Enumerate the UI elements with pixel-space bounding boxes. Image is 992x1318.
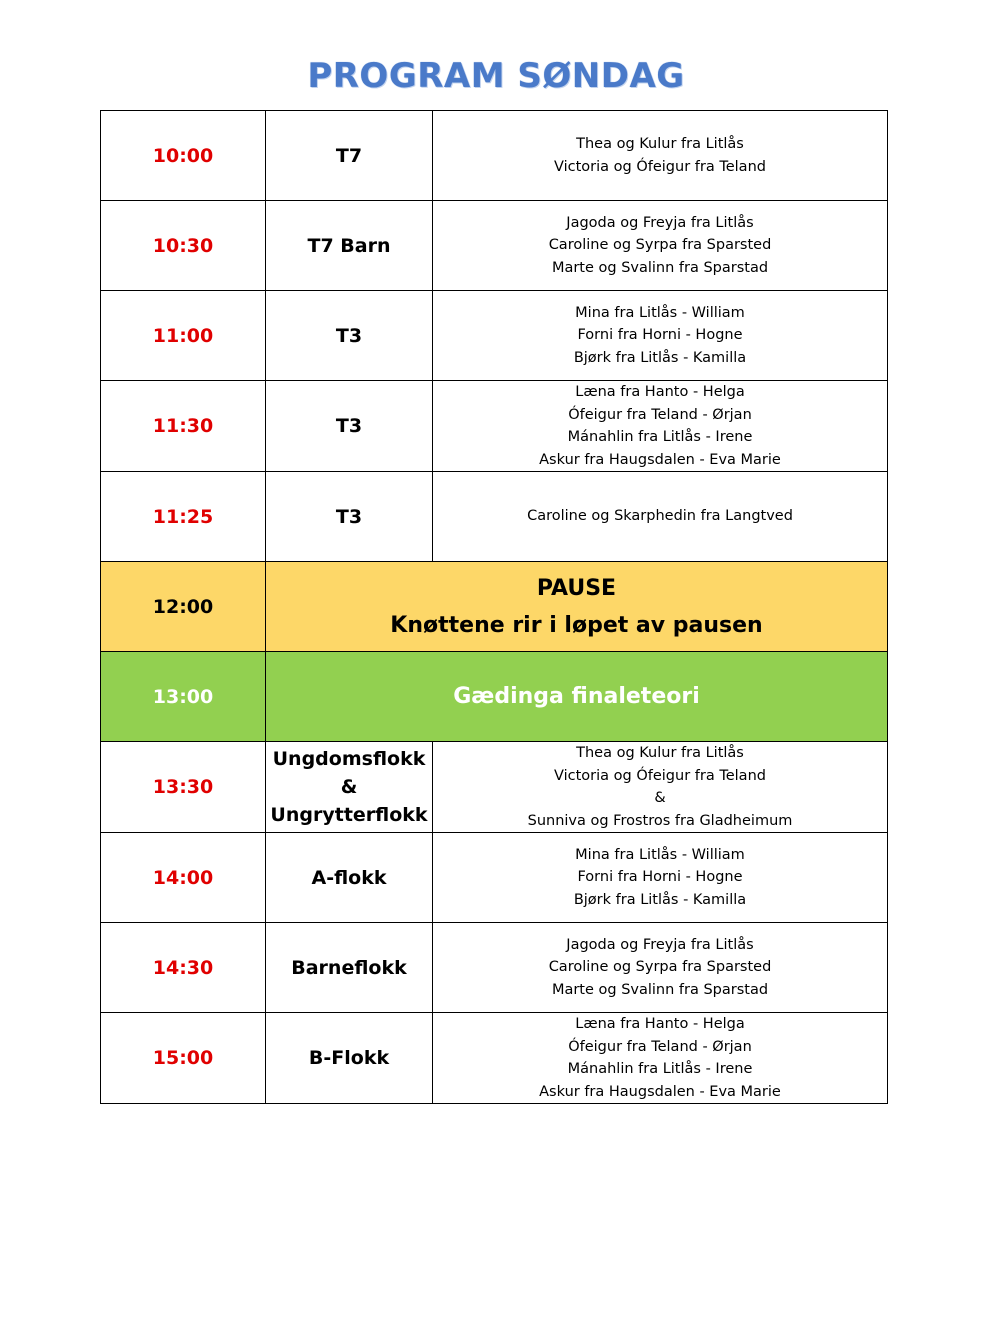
class-cell — [266, 472, 433, 562]
time: 15:00 — [152, 1047, 214, 1069]
time: 12:00 — [152, 595, 214, 618]
riders-cell — [433, 381, 888, 472]
class-name: Ungdomsflokk — [272, 748, 426, 770]
riders-cell — [433, 833, 888, 923]
riders-cell — [433, 742, 888, 833]
rider-line: Mánahlin fra Litlås - Irene — [567, 429, 753, 445]
time-cell — [101, 562, 266, 652]
rider-line: & — [654, 790, 666, 806]
class-cell — [266, 291, 433, 381]
class-cell — [266, 381, 433, 472]
class-cell — [266, 742, 433, 833]
rider-line: Caroline og Skarphedin fra Langtved — [527, 508, 793, 525]
pause-note: Knøttene rir i løpet av pausen — [390, 612, 763, 638]
riders-cell — [433, 1013, 888, 1104]
rider-line: Ófeigur fra Teland - Ørjan — [568, 1038, 752, 1055]
page-title: PROGRAM SØNDAG — [307, 56, 685, 96]
class-name: A-flokk — [311, 866, 387, 889]
time-cell — [101, 111, 266, 201]
time: 13:30 — [152, 776, 214, 798]
rider-line: Askur fra Haugsdalen - Eva Marie — [539, 1083, 781, 1100]
class-joiner: & — [340, 776, 358, 798]
rider-line: Bjørk fra Litlås - Kamilla — [573, 891, 747, 908]
schedule-row — [101, 1013, 888, 1104]
rider-line: Marte og Svalinn fra Sparstad — [551, 259, 769, 276]
rider-line: Thea og Kulur fra Litlås — [576, 136, 744, 152]
time-cell — [101, 291, 266, 381]
time: 13:00 — [152, 685, 214, 708]
schedule-row — [101, 833, 888, 923]
pause-heading: PAUSE — [536, 575, 617, 601]
rider-line: Victoria og Ófeigur fra Teland — [554, 158, 766, 175]
final-cell — [266, 652, 888, 742]
time: 11:00 — [152, 324, 214, 347]
time: 14:30 — [152, 956, 214, 979]
rider-line: Marte og Svalinn fra Sparstad — [551, 981, 769, 998]
rider-line: Victoria og Ófeigur fra Teland — [554, 767, 766, 784]
rider-line: Askur fra Haugsdalen - Eva Marie — [539, 451, 781, 468]
rider-line: Læna fra Hanto - Helga — [575, 384, 745, 400]
schedule-row — [101, 923, 888, 1013]
time-cell — [101, 652, 266, 742]
time-cell — [101, 472, 266, 562]
rider-line: Læna fra Hanto - Helga — [575, 1016, 745, 1032]
class-name: Ungrytterflokk — [270, 804, 428, 826]
rider-line: Ófeigur fra Teland - Ørjan — [568, 406, 752, 423]
schedule-table — [100, 110, 888, 1104]
pause-cell — [266, 562, 888, 652]
class-name: T3 — [335, 505, 363, 528]
time-cell — [101, 201, 266, 291]
rider-line: Mina fra Litlås - William — [575, 304, 745, 321]
class-name: T3 — [335, 324, 363, 347]
class-cell — [266, 833, 433, 923]
rider-line: Bjørk fra Litlås - Kamilla — [573, 349, 747, 366]
class-name: T3 — [335, 415, 363, 437]
schedule-row — [101, 201, 888, 291]
time: 10:30 — [152, 234, 214, 257]
time-cell — [101, 742, 266, 833]
time: 11:30 — [152, 415, 214, 437]
class-name: T7 Barn — [307, 234, 391, 257]
rider-line: Forni fra Horni - Hogne — [577, 869, 743, 886]
riders-cell — [433, 291, 888, 381]
time: 10:00 — [152, 144, 214, 167]
rider-line: Jagoda og Freyja fra Litlås — [566, 936, 754, 953]
class-cell — [266, 1013, 433, 1104]
schedule-row — [101, 742, 888, 833]
rider-line: Caroline og Syrpa fra Sparsted — [548, 959, 772, 976]
time-cell — [101, 381, 266, 472]
schedule-row — [101, 472, 888, 562]
rider-line: Forni fra Horni - Hogne — [577, 327, 743, 344]
riders-cell — [433, 201, 888, 291]
time-cell — [101, 1013, 266, 1104]
schedule-row — [101, 111, 888, 201]
pause-row — [101, 562, 888, 652]
time: 14:00 — [152, 866, 214, 889]
rider-line: Caroline og Syrpa fra Sparsted — [548, 237, 772, 254]
time-cell — [101, 923, 266, 1013]
final-row — [101, 652, 888, 742]
class-name: T7 — [335, 144, 363, 167]
class-name: Barneflokk — [291, 956, 407, 979]
schedule-row — [101, 381, 888, 472]
time: 11:25 — [152, 505, 214, 528]
rider-line: Sunniva og Frostros fra Gladheimum — [527, 812, 793, 829]
rider-line: Mánahlin fra Litlås - Irene — [567, 1061, 753, 1077]
class-name: B-Flokk — [308, 1047, 390, 1069]
class-cell — [266, 111, 433, 201]
class-cell — [266, 923, 433, 1013]
time-cell — [101, 833, 266, 923]
rider-line: Mina fra Litlås - William — [575, 846, 745, 863]
riders-cell — [433, 472, 888, 562]
riders-cell — [433, 923, 888, 1013]
riders-cell — [433, 111, 888, 201]
schedule-row — [101, 291, 888, 381]
rider-line: Jagoda og Freyja fra Litlås — [566, 214, 754, 231]
final-heading: Gædinga finaleteori — [453, 684, 700, 709]
class-cell — [266, 201, 433, 291]
rider-line: Thea og Kulur fra Litlås — [576, 745, 744, 761]
